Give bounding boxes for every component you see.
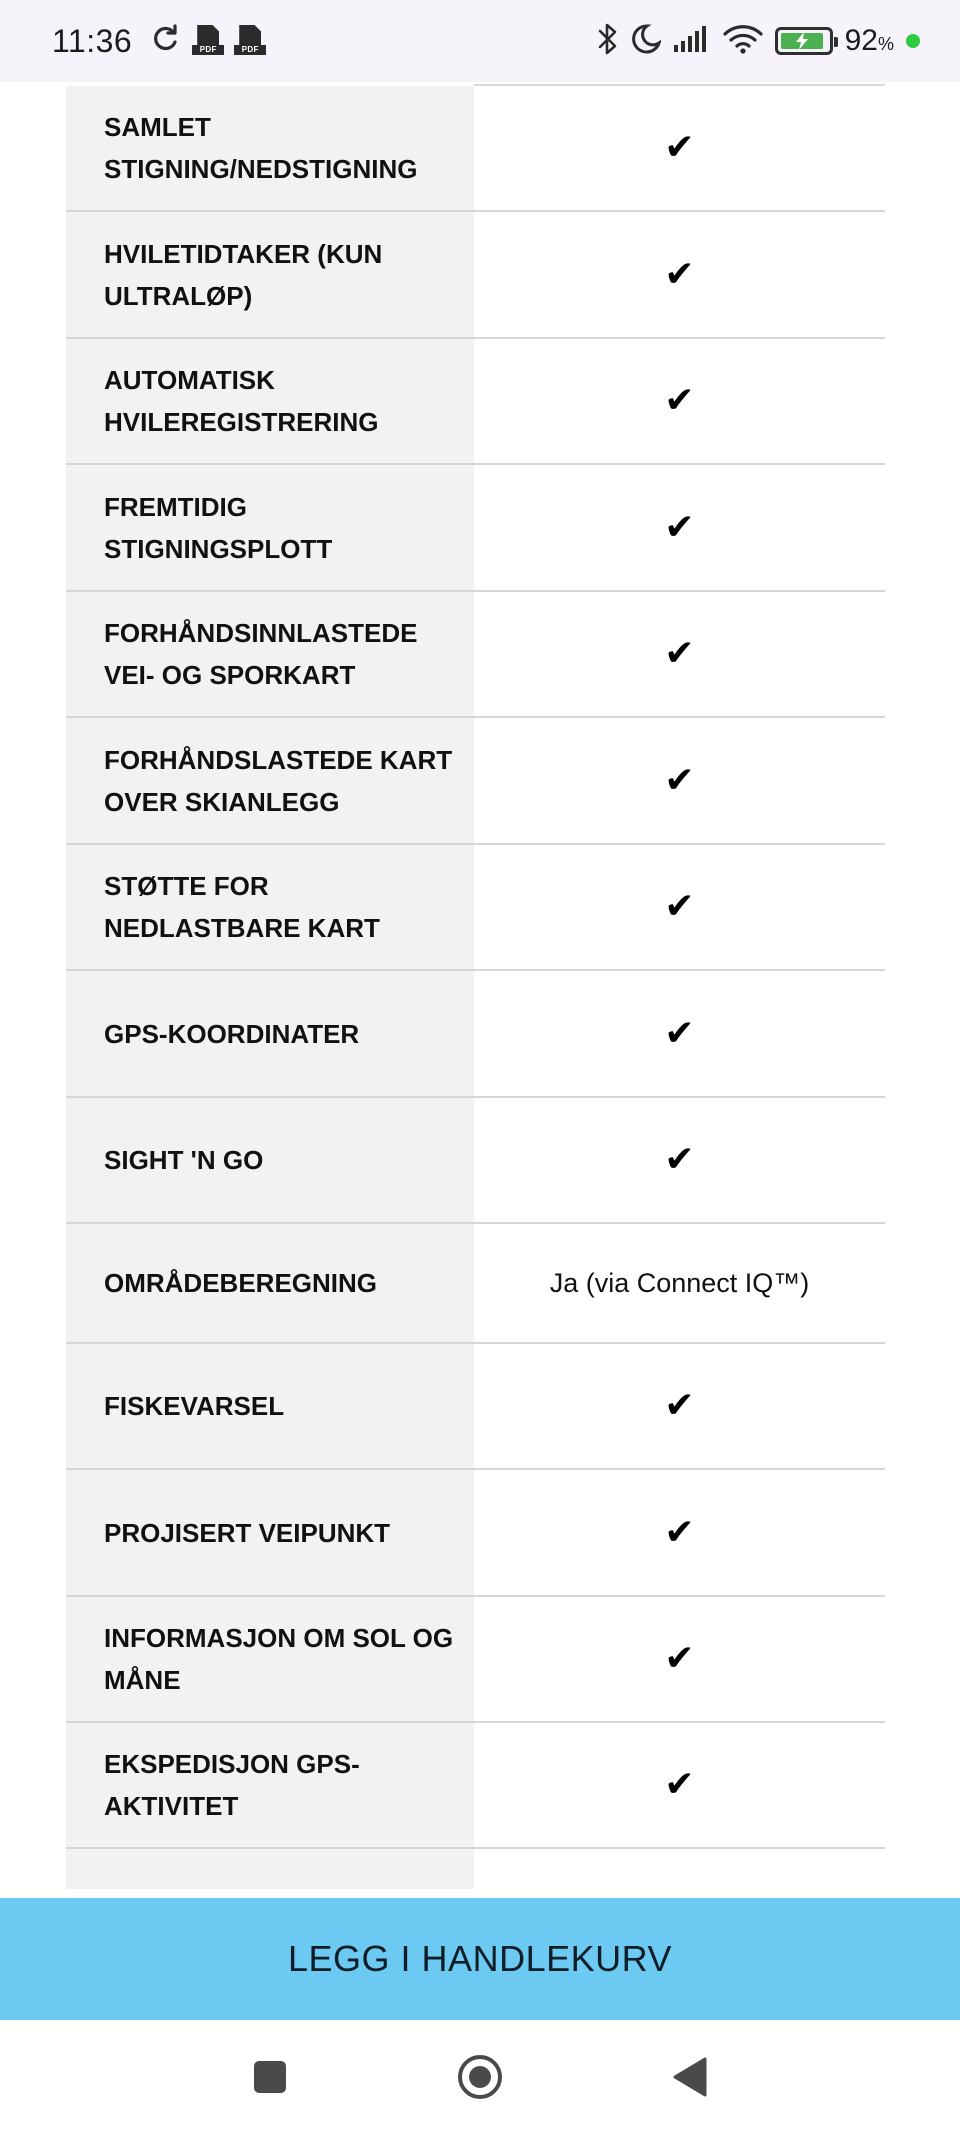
table-row <box>66 339 885 465</box>
checkmark-icon: ✔ <box>664 1511 695 1553</box>
battery-icon <box>775 27 833 55</box>
table-row <box>66 212 885 339</box>
checkmark-cell <box>474 718 885 843</box>
recent-apps-button[interactable] <box>240 2047 300 2107</box>
bluetooth-icon <box>597 22 619 61</box>
value-text: Ja (via Connect IQ™) <box>549 1267 810 1298</box>
add-to-cart-button[interactable]: LEGG I HANDLEKURV <box>0 1898 960 2020</box>
feature-name-cell: FORHÅNDSLASTEDE KART OVER SKIANLEGG <box>66 718 474 843</box>
checkmark-cell <box>474 1098 885 1222</box>
feature-name-cell: AUTOMATISK HVILEREGISTRERING <box>66 339 474 463</box>
status-time: 11:36 <box>52 22 133 59</box>
privacy-indicator-dot <box>906 34 920 48</box>
checkmark-icon: ✔ <box>664 886 695 927</box>
feature-name-cell: STØTTE FOR NEDLASTBARE KART <box>66 845 474 969</box>
feature-name-cell: FORHÅNDSINNLASTEDE VEI- OG SPORKART <box>66 592 474 716</box>
battery-percentage <box>845 24 894 58</box>
back-triangle-icon <box>672 2056 708 2098</box>
table-row <box>66 1224 885 1344</box>
feature-name-cell <box>66 1849 474 1889</box>
checkmark-cell <box>474 1597 885 1721</box>
square-icon <box>252 2059 288 2095</box>
checkmark-icon: ✔ <box>664 1638 695 1679</box>
home-button[interactable] <box>450 2047 510 2107</box>
checkmark-cell <box>474 86 885 210</box>
checkmark-cell <box>474 339 885 463</box>
home-circle-icon <box>456 2053 504 2101</box>
checkmark-cell <box>474 1723 885 1847</box>
table-row <box>66 1470 885 1597</box>
table-row <box>66 971 885 1098</box>
battery-percent-value: 92 <box>844 24 878 57</box>
table-row <box>66 1723 885 1849</box>
checkmark-icon: ✔ <box>664 1139 695 1180</box>
feature-name-cell: SAMLET STIGNING/NEDSTIGNING <box>66 86 474 210</box>
table-row <box>66 1597 885 1723</box>
checkmark-cell <box>474 971 885 1096</box>
feature-name-cell: FREMTIDIG STIGNINGSPLOTT <box>66 465 474 590</box>
table-row <box>66 465 885 592</box>
table-row <box>66 845 885 971</box>
checkmark-cell <box>474 1344 885 1468</box>
feature-name-cell: PROJISERT VEIPUNKT <box>66 1470 474 1595</box>
checkmark-cell <box>474 845 885 969</box>
checkmark-icon: ✔ <box>664 633 695 674</box>
status-system-icons <box>597 22 920 61</box>
checkmark-cell <box>474 465 885 590</box>
pdf-file-icon-label: PDF <box>192 45 224 55</box>
spec-table <box>66 84 885 1889</box>
checkmark-cell <box>474 212 885 337</box>
feature-name-cell: INFORMASJON OM SOL OG MÅNE <box>66 1597 474 1721</box>
checkmark-icon: ✔ <box>664 1012 695 1054</box>
pdf-file-icon <box>194 25 222 57</box>
status-bar <box>0 0 960 82</box>
checkmark-icon: ✔ <box>664 506 695 548</box>
charging-bolt-icon <box>795 32 809 50</box>
back-button[interactable] <box>660 2047 720 2107</box>
feature-name-cell: HVILETIDTAKER (KUN ULTRALØP) <box>66 212 474 337</box>
checkmark-icon: ✔ <box>664 1764 695 1805</box>
feature-name-cell: SIGHT 'N GO <box>66 1098 474 1222</box>
signal-strength-icon <box>673 25 711 58</box>
table-row <box>66 1344 885 1470</box>
feature-name-cell: GPS-KOORDINATER <box>66 971 474 1096</box>
table-row <box>66 718 885 845</box>
feature-name-cell: EKSPEDISJON GPS-AKTIVITET <box>66 1723 474 1847</box>
sync-icon <box>150 24 180 59</box>
checkmark-icon: ✔ <box>664 1385 695 1426</box>
do-not-disturb-moon-icon <box>631 23 661 60</box>
battery-percent-unit: % <box>877 34 894 54</box>
table-row <box>66 592 885 718</box>
table-row <box>66 1098 885 1224</box>
pdf-file-icon-label: PDF <box>234 45 266 55</box>
checkmark-icon: ✔ <box>664 253 695 295</box>
feature-name-cell: OMRÅDEBEREGNING <box>66 1224 474 1342</box>
system-navigation-bar <box>0 2020 960 2134</box>
table-row <box>66 86 885 212</box>
feature-name-cell: FISKEVARSEL <box>66 1344 474 1468</box>
status-notification-icons <box>150 24 264 59</box>
value-cell <box>474 1224 885 1342</box>
table-row-partial <box>66 1849 885 1889</box>
checkmark-icon: ✔ <box>664 759 695 801</box>
checkmark-cell <box>474 1470 885 1595</box>
checkmark-icon: ✔ <box>664 380 695 421</box>
wifi-icon <box>723 24 763 59</box>
checkmark-icon: ✔ <box>664 127 695 168</box>
checkmark-cell <box>474 592 885 716</box>
pdf-file-icon <box>236 25 264 57</box>
